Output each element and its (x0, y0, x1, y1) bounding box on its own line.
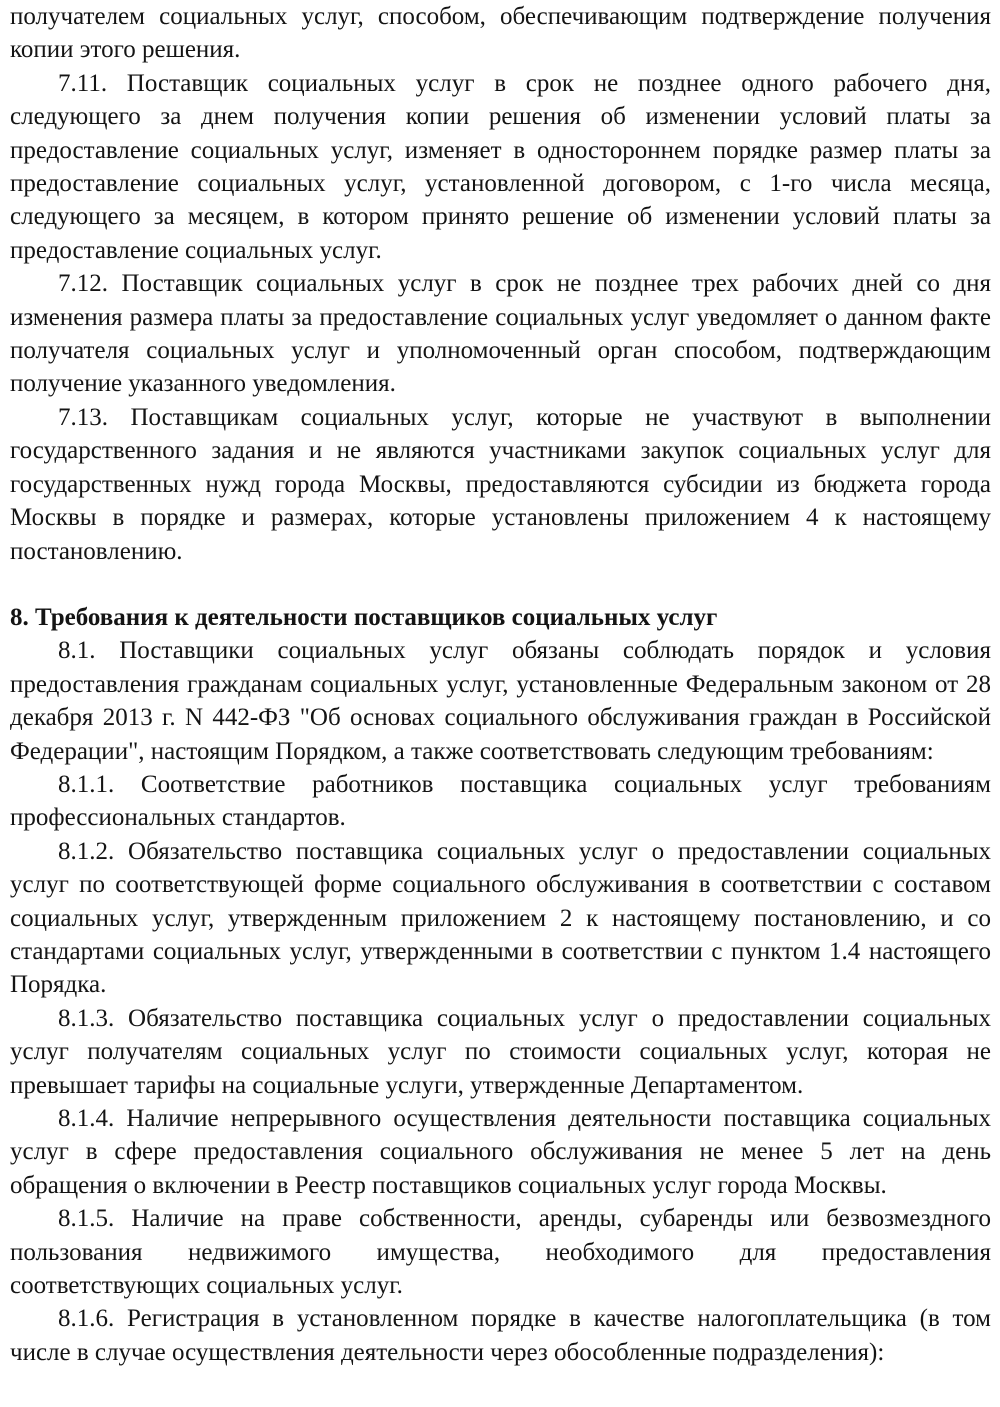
paragraph-7-11: 7.11. Поставщик социальных услуг в срок не позднее одного рабочего дня, следующего за днем получения копии решения об изменении условий платы за предоставление социальных услуг, изменяет в одностороннем порядке размер платы за предоставление социальных услуг, установленной договором, с 1-го числа месяца, следующего за месяцем, в котором принято решение об изменении условий платы за предоставление социальных услуг. (10, 69, 991, 264)
section-spacer (10, 568, 991, 601)
paragraph-7-12: 7.12. Поставщик социальных услуг в срок не позднее трех рабочих дней со дня изменения размера платы за предоставление социальных услуг уведомляет о данном факте получателя социальных услуг и уполномоченный орган способом, подтверждающим получение указанного уведомления. (10, 270, 991, 398)
section-8-heading: 8. Требования к деятельности поставщиков социальных услуг (10, 603, 718, 631)
paragraph-8-1-6: 8.1.6. Регистрация в установленном порядке в качестве налогоплательщика (в том числе в случае осуществления деятельности через обособленные подразделения): (10, 1305, 991, 1366)
paragraph-8-1: 8.1. Поставщики социальных услуг обязаны соблюдать порядок и условия предоставления гражданам социальных услуг, установленные Федеральным законом от 28 декабря 2013 г. N 442-ФЗ "Об основах социального обслуживания граждан в Российской Федерации", настоящим Порядком, а также соответствовать следующим требованиям: (10, 637, 991, 765)
paragraph-8-1-5: 8.1.5. Наличие на праве собственности, аренды, субаренды или безвозмездного пользования недвижимого имущества, необходимого для предоставления соответствующих социальных услуг. (10, 1205, 991, 1300)
paragraph-8-1-2: 8.1.2. Обязательство поставщика социальных услуг о предоставлении социальных услуг по соответствующей форме социального обслуживания в соответствии с составом социальных услуг, утвержденным приложением 2 к настоящему постановлению, и со стандартами социальных услуг, утвержденными в соответствии с пунктом 1.4 настоящего Порядка. (10, 837, 991, 999)
paragraph-7-10-continuation: получателем социальных услуг, способом, обеспечивающим подтверждение получения копии этого решения. (10, 3, 991, 64)
paragraph-8-1-4: 8.1.4. Наличие непрерывного осуществления деятельности поставщика социальных услуг в сфере предоставления социального обслуживания не менее 5 лет на день обращения о включении в Реестр поставщиков социальных услуг города Москвы. (10, 1105, 991, 1199)
paragraph-8-1-3: 8.1.3. Обязательство поставщика социальных услуг о предоставлении социальных услуг получателям социальных услуг по стоимости социальных услуг, которая не превышает тарифы на социальные услуги, утвержденные Департаментом. (10, 1004, 991, 1099)
paragraph-7-13: 7.13. Поставщикам социальных услуг, которые не участвуют в выполнении государственного задания и не являются участниками закупок социальных услуг для государственных нужд города Москвы, предоставляются субсидии из бюджета города Москвы в порядке и размерах, которые установлены приложением 4 к настоящему постановлению. (10, 403, 991, 565)
document-page (10, 0, 991, 1369)
paragraph-8-1-1: 8.1.1. Соответствие работников поставщика социальных услуг требованиям профессиональных стандартов. (10, 770, 991, 832)
